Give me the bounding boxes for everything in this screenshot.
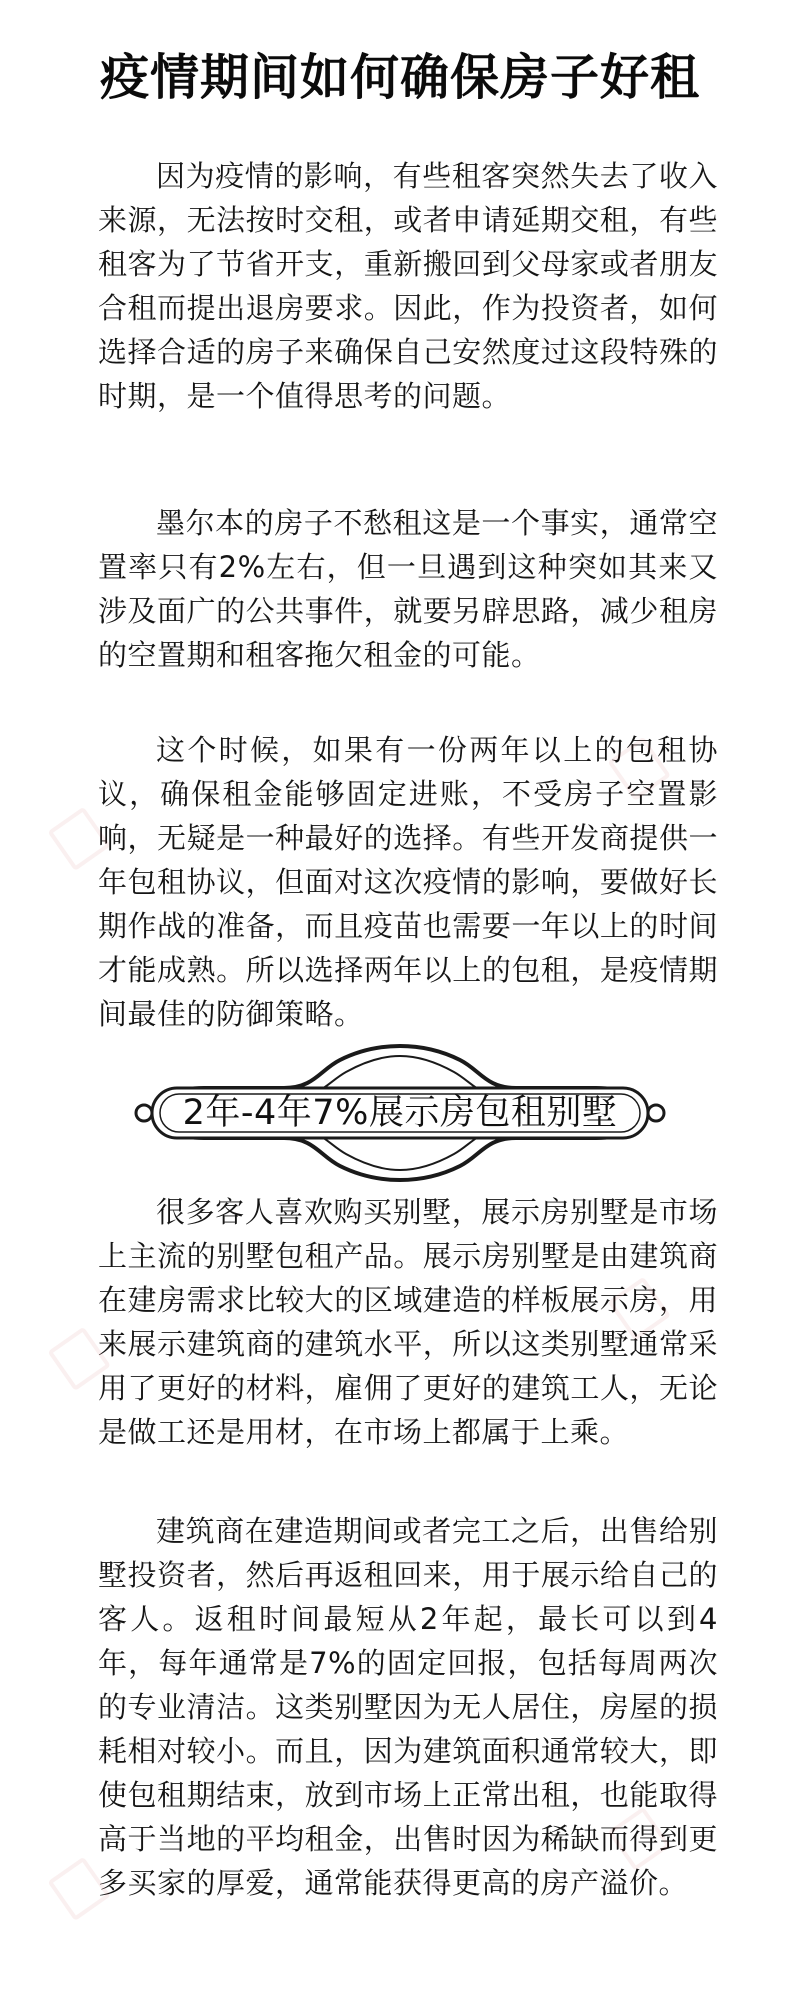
paragraph-5: 建筑商在建造期间或者完工之后，出售给别墅投资者，然后再返租回来，用于展示给自己的客人。返租时间最短从2年起，最长可以到4年，每年通常是7%的固定回报，包括每周两次的专业清洁。这类别墅因为无人居住，房屋的损耗相对较小。而且，因为建筑面积通常较大，即使包租期结束，放到市场上正常出租，也能取得高于当地的平均租金，出售时因为稀缺而得到更多买家的厚爱，通常能获得更高的房产溢价。 <box>98 1514 718 1900</box>
paragraph-4: 很多客人喜欢购买别墅，展示房别墅是市场上主流的别墅包租产品。展示房别墅是由建筑商在建房需求比较大的区域建造的样板展示房，用来展示建筑商的建筑水平，所以这类别墅通常采用了更好的材料，雇佣了更好的建筑工人，无论是做工还是用材，在市场上都属于上乘。 <box>98 1195 718 1449</box>
paragraph-1: 因为疫情的影响，有些租客突然失去了收入来源，无法按时交租，或者申请延期交租，有些租客为了节省开支，重新搬回到父母家或者朋友合租而提出退房要求。因此，作为投资者，如何选择合适的房子来确保自己安然度过这段特殊的时期，是一个值得思考的问题。 <box>98 159 718 413</box>
section-heading: 2年-4年7%展示房包租别墅 <box>182 1093 618 1133</box>
paragraph-2: 墨尔本的房子不愁租这是一个事实，通常空置率只有2%左右，但一旦遇到这种突如其来又涉及面广的公共事件，就要另辟思路，减少租房的空置期和租客拖欠租金的可能。 <box>98 506 718 672</box>
section-heading-banner <box>124 1042 676 1184</box>
article-title: 疫情期间如何确保房子好租 <box>99 49 700 106</box>
paragraph-3: 这个时候，如果有一份两年以上的包租协议，确保租金能够固定进账，不受房子空置影响，无疑是一种最好的选择。有些开发商提供一年包租协议，但面对这次疫情的影响，要做好长期作战的准备，而且疫苗也需要一年以上的时间才能成熟。所以选择两年以上的包租，是疫情期间最佳的防御策略。 <box>98 733 718 1031</box>
